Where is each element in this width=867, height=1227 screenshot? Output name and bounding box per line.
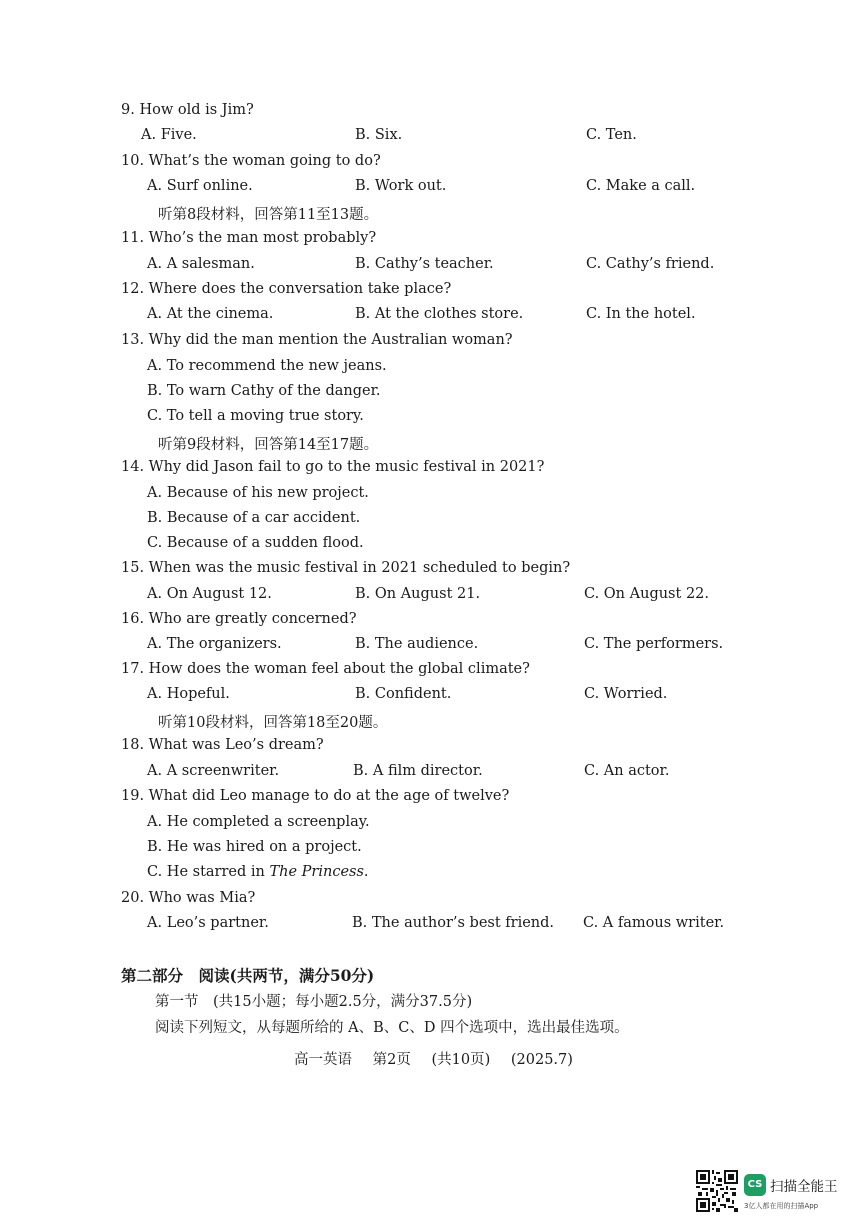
part2-section1-heading: 第一节 (共15小题；每小题2.5分，满分37.5分) xyxy=(155,994,473,1010)
option-11c: C. Cathy’s friend. xyxy=(586,256,715,272)
option-10a: A. Surf online. xyxy=(147,178,253,194)
option-18c: C. An actor. xyxy=(584,763,670,779)
option-14a: A. Because of his new project. xyxy=(147,485,369,501)
option-14b: B. Because of a car accident. xyxy=(147,510,361,526)
option-9c: C. Ten. xyxy=(586,127,637,143)
footer-page: 第2页 xyxy=(372,1052,411,1068)
option-16c: C. The performers. xyxy=(584,636,724,652)
question-17: 17. How does the woman feel about the global climate? xyxy=(121,661,530,677)
footer-subject: 高一英语 xyxy=(294,1052,353,1068)
option-13b: B. To warn Cathy of the danger. xyxy=(147,383,381,399)
part2-directions: 阅读下列短文，从每题所给的 A、B、C、D 四个选项中，选出最佳选项。 xyxy=(155,1020,629,1036)
option-16b: B. The audience. xyxy=(355,636,479,652)
option-20a: A. Leo’s partner. xyxy=(147,915,269,931)
option-19a: A. He completed a screenplay. xyxy=(147,814,370,830)
question-20: 20. Who was Mia? xyxy=(121,890,256,906)
scanner-watermark xyxy=(696,1168,856,1216)
option-12b: B. At the clothes store. xyxy=(355,306,524,322)
option-20c: C. A famous writer. xyxy=(583,915,725,931)
option-17c: C. Worried. xyxy=(584,686,668,702)
question-12: 12. Where does the conversation take place? xyxy=(121,281,452,297)
option-16a: A. The organizers. xyxy=(147,636,282,652)
page-footer xyxy=(0,1048,867,1069)
part2-title: 第二部分 阅读(共两节，满分50分) xyxy=(121,966,375,985)
option-10b: B. Work out. xyxy=(355,178,447,194)
footer-date: (2025.7) xyxy=(510,1052,573,1068)
option-19c-period: . xyxy=(363,864,369,880)
question-14: 14. Why did Jason fail to go to the music festival in 2021? xyxy=(121,459,545,475)
camscanner-tagline: 3亿人都在用的扫描App xyxy=(744,1202,819,1210)
listening-instruction-8: 听第8段材料，回答第11至13题。 xyxy=(158,207,379,223)
camscanner-app-name: 扫描全能王 xyxy=(770,1179,838,1195)
question-13: 13. Why did the man mention the Australian woman? xyxy=(121,332,513,348)
question-16: 16. Who are greatly concerned? xyxy=(121,611,357,627)
option-12c: C. In the hotel. xyxy=(586,306,696,322)
option-13a: A. To recommend the new jeans. xyxy=(147,358,387,374)
listening-instruction-10: 听第10段材料，回答第18至20题。 xyxy=(158,715,388,731)
option-15a: A. On August 12. xyxy=(147,586,272,602)
option-17a: A. Hopeful. xyxy=(147,686,230,702)
qr-code-icon xyxy=(696,1170,738,1212)
option-11a: A. A salesman. xyxy=(147,256,255,272)
option-13c: C. To tell a moving true story. xyxy=(147,408,364,424)
footer-total: (共10页) xyxy=(431,1052,491,1068)
option-19b: B. He was hired on a project. xyxy=(147,839,362,855)
question-19: 19. What did Leo manage to do at the age of twelve? xyxy=(121,788,510,804)
option-15b: B. On August 21. xyxy=(355,586,481,602)
option-19c-film-title: The Princess xyxy=(269,864,364,880)
option-19c xyxy=(147,864,369,880)
option-10c: C. Make a call. xyxy=(586,178,696,194)
option-9b: B. Six. xyxy=(355,127,403,143)
option-15c: C. On August 22. xyxy=(584,586,709,602)
option-12a: A. At the cinema. xyxy=(147,306,274,322)
question-10: 10. What’s the woman going to do? xyxy=(121,153,381,169)
option-20b: B. The author’s best friend. xyxy=(352,915,555,931)
option-14c: C. Because of a sudden flood. xyxy=(147,535,364,551)
option-18b: B. A film director. xyxy=(353,763,483,779)
option-19c-prefix: C. He starred in xyxy=(147,864,270,880)
listening-instruction-9: 听第9段材料，回答第14至17题。 xyxy=(158,437,379,453)
option-17b: B. Confident. xyxy=(355,686,452,702)
question-18: 18. What was Leo’s dream? xyxy=(121,737,324,753)
camscanner-logo: CS xyxy=(744,1174,766,1196)
question-15: 15. When was the music festival in 2021 scheduled to begin? xyxy=(121,560,571,576)
option-11b: B. Cathy’s teacher. xyxy=(355,256,494,272)
question-9: 9. How old is Jim? xyxy=(121,102,254,118)
question-11: 11. Who’s the man most probably? xyxy=(121,230,377,246)
option-9a: A. Five. xyxy=(141,127,197,143)
option-18a: A. A screenwriter. xyxy=(147,763,280,779)
